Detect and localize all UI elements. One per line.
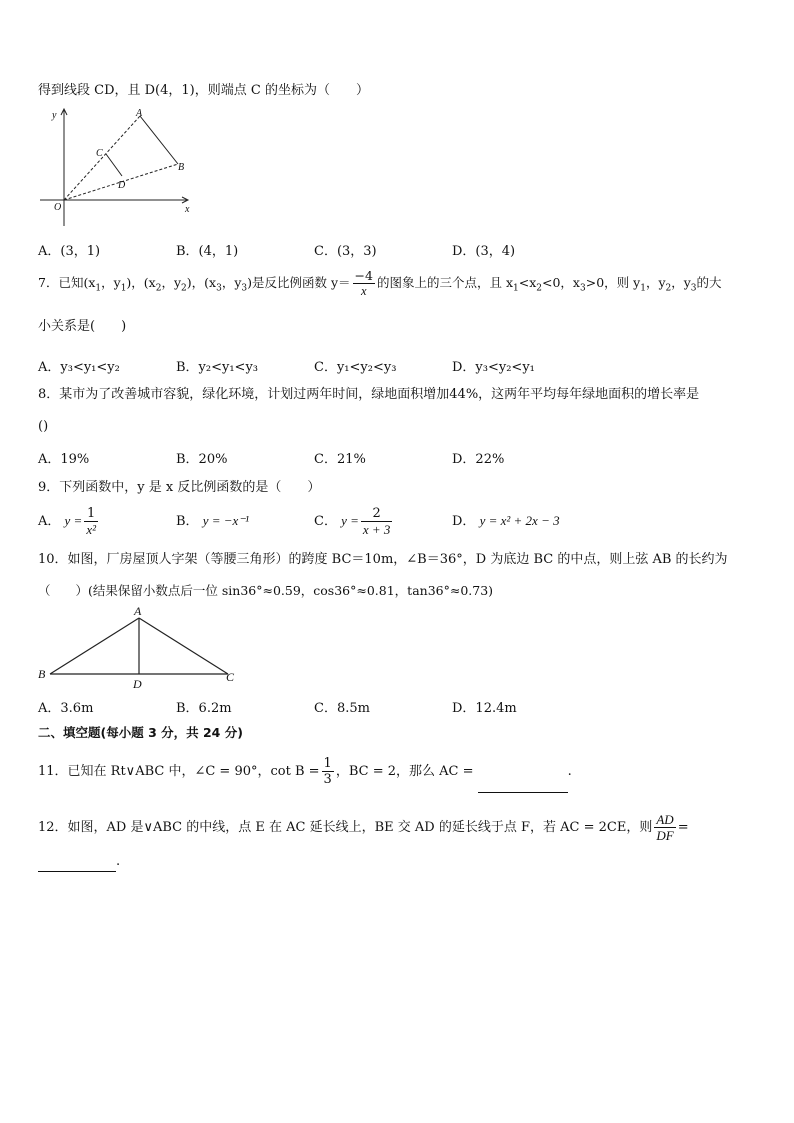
- segment-ac: [139, 618, 228, 674]
- q8-line1: 8．某市为了改善城市容貌，绿化环境，计划过两年时间，绿地面积增加44%，这两年平均每年绿地面积的增长率是: [38, 387, 700, 402]
- q8-option-c: C．21%: [314, 452, 366, 467]
- q10-option-b: B．6.2m: [176, 701, 232, 716]
- q8-option-d: D．22%: [452, 452, 505, 467]
- label-d: D: [118, 180, 126, 191]
- q8-line2: (): [38, 419, 49, 434]
- q9-option-d: D． y = x² + 2x − 3: [452, 513, 560, 529]
- label-o: O: [54, 202, 62, 213]
- q12-stem: 12．如图，AD 是∨ABC 的中线，点 E 在 AC 延长线上，BE 交 AD 的延长线于点 F，若 AC = 2CE，则 $\frac{AD}{DF}$ =: [38, 812, 689, 843]
- q8-option-b: B．20%: [176, 452, 228, 467]
- label-x: x: [185, 204, 190, 215]
- q10-line2: （ ）(结果保留小数点后一位 sin36°≈0.59，cos36°≈0.81，tan36°≈0.73): [38, 583, 494, 598]
- q11-fraction: $\frac{1}{3}$: [323, 756, 332, 787]
- label-a: A: [134, 604, 142, 618]
- q7-line2: 小关系是( ): [38, 319, 127, 334]
- segment-cd: [106, 154, 122, 176]
- segment-ab: [50, 618, 139, 674]
- q10-option-c: C．8.5m: [314, 701, 370, 716]
- q6-option-a: A．(3，1): [38, 244, 101, 259]
- q9-option-b: B． y = −x⁻¹: [176, 513, 250, 529]
- q10-line1: 10．如图，厂房屋顶人字架（等腰三角形）的跨度 BC＝10m，∠B＝36°，D 为底边 BC 的中点，则上弦 AB 的长约为: [38, 552, 728, 567]
- q12-answer-line: .: [38, 853, 120, 872]
- label-b: B: [38, 667, 46, 681]
- q6-option-c: C．(3，3): [314, 244, 377, 259]
- label-c: C: [226, 670, 235, 684]
- q9-option-c: C． y = $\frac{2}{x + 3}$: [314, 506, 391, 537]
- q10-option-a: A．3.6m: [38, 701, 94, 716]
- segment-ab: [140, 116, 178, 164]
- label-b: B: [178, 162, 185, 173]
- q7-option-a: A．y₃<y₁<y₂: [38, 360, 120, 375]
- q7-option-d: D．y₃<y₂<y₁: [452, 360, 535, 375]
- q11-stem: 11．已知在 Rt∨ABC 中，∠C = 90°，cot B = $\frac{1}{3}$ ，BC = 2，那么 AC = .: [38, 752, 572, 793]
- q7-stem: 7．已知($x_1$，$y_1$)，($x_2$，$y_2$)，($x_3$，$y_3$)是反比例函数 y＝ $\frac{-4}{x}$ 的图象上的三个点，且 $x_1<x_2<0$，$x_3>0$，则 $y_1$，$y_2$，$y_3$的大: [38, 268, 722, 298]
- label-a: A: [136, 108, 143, 119]
- q6-figure: [36, 106, 196, 230]
- q9-stem: 9．下列函数中，y 是 x 反比例函数的是（ ）: [38, 480, 321, 495]
- q7-option-b: B．y₂<y₁<y₃: [176, 360, 259, 375]
- q12-answer-blank[interactable]: [38, 853, 116, 872]
- q7-fraction: $\frac{-4}{x}$: [354, 268, 373, 298]
- q10-figure: [36, 604, 246, 690]
- q10-option-d: D．12.4m: [452, 701, 517, 716]
- q6-option-b: B．(4，1): [176, 244, 239, 259]
- q7-option-c: C．y₁<y₂<y₃: [314, 360, 397, 375]
- q12-fraction: $\frac{AD}{DF}$: [656, 812, 674, 843]
- label-y: y: [52, 110, 57, 121]
- q8-option-a: A．19%: [38, 452, 90, 467]
- q9-option-a: A． y = $\frac{1}{\text{x²}}$: [38, 506, 96, 537]
- label-d: D: [133, 677, 142, 690]
- q11-answer-blank[interactable]: [478, 752, 568, 793]
- section-heading: 二、填空题(每小题 3 分，共 24 分): [38, 725, 243, 740]
- q6-option-d: D．(3，4): [452, 244, 516, 259]
- q6-stem: 得到线段 CD，且 D(4，1)，则端点 C 的坐标为（ ）: [38, 83, 369, 98]
- label-c: C: [96, 148, 103, 159]
